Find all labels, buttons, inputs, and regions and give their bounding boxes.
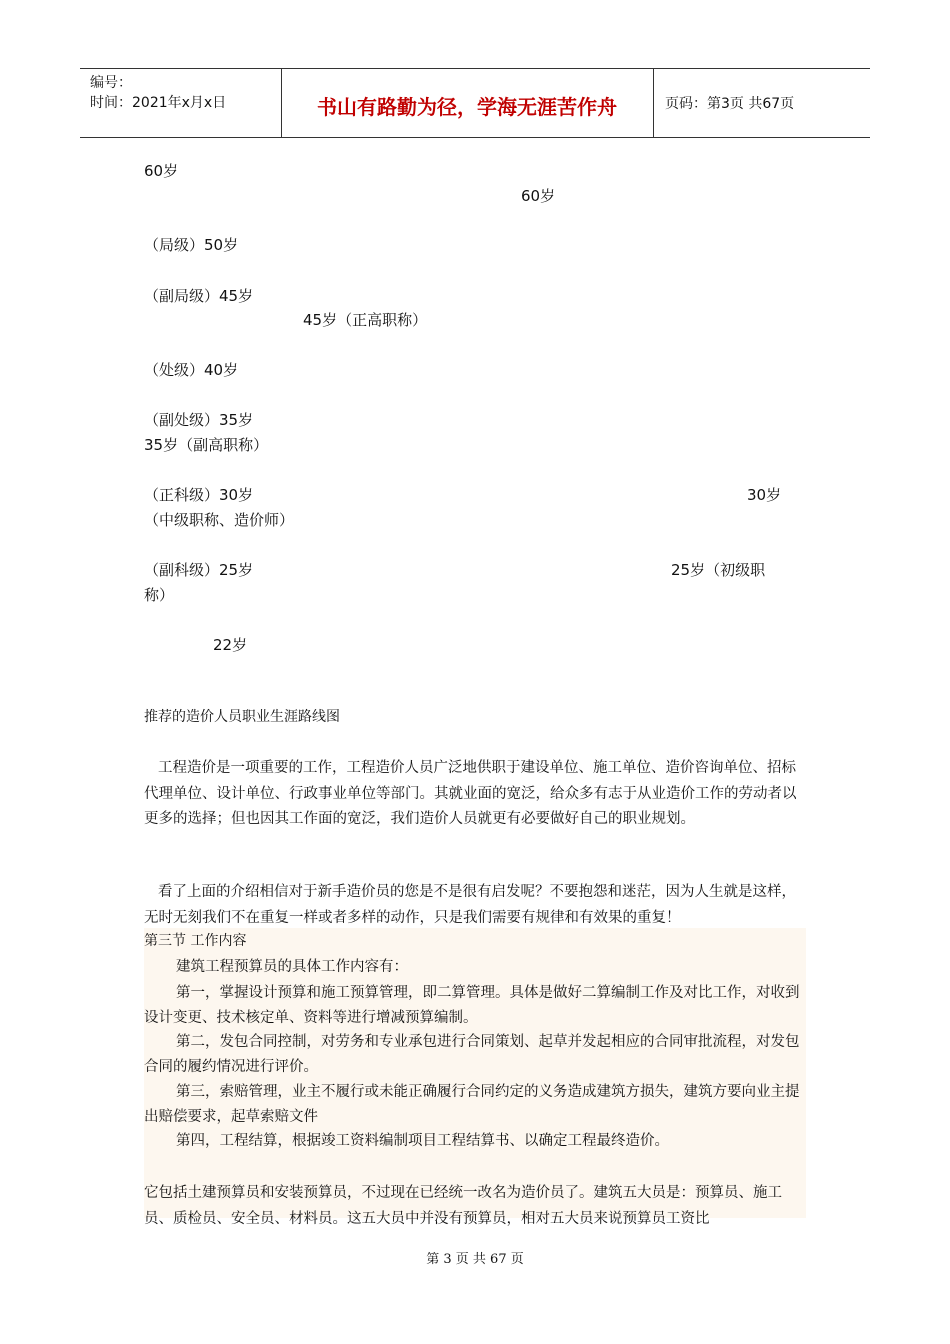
career-label: 60岁 (144, 162, 179, 180)
date-label: 时间：2021年x月x日 (90, 95, 227, 111)
career-label: （局级）50岁 (144, 236, 239, 254)
paragraph: 第二，发包合同控制，对劳务和专业承包进行合同策划、起草并发起相应的合同审批流程，对发包合同的履约情况进行评价。 (144, 1034, 800, 1075)
header-motto: 书山有路勤为径，学海无涯苦作舟 (317, 95, 617, 119)
paragraph: 第一，掌握设计预算和施工预算管理，即二算管理。具体是做好二算编制工作及对比工作，对收到设计变更、技术核定单、资料等进行增减预算编制。 (144, 985, 800, 1026)
page-header (80, 68, 870, 138)
career-label: （正科级）30岁 (144, 486, 254, 504)
paragraph: 第四，工程结算，根据竣工资料编制项目工程结算书、以确定工程最终造价。 (176, 1133, 669, 1149)
header-meta (90, 73, 226, 113)
paragraph: 看了上面的介绍相信对于新手造价员的您是不是很有启发呢？不要抱怨和迷茫，因为人生就是这样，无时无刻我们不在重复一样或者多样的动作，只是我们需要有规律和有效果的重复！ (144, 884, 796, 926)
career-label: （副科级）25岁 (144, 561, 254, 579)
serial-label: 编号： (90, 75, 132, 91)
header-divider (653, 69, 654, 137)
section-title: 第三节 工作内容 (144, 933, 247, 949)
page-footer: 第 3 页 共 67 页 (426, 1252, 524, 1267)
paragraph: 工程造价是一项重要的工作，工程造价人员广泛地供职于建设单位、施工单位、造价咨询单位、招标代理单位、设计单位、行政事业单位等部门。其就业面的宽泛，给众多有志于从业造价工作的劳动者以更多的选择；但也因其工作面的宽泛，我们造价人员就更有必要做好自己的职业规划。 (144, 760, 797, 827)
career-label: 称） (144, 586, 175, 604)
career-label: 35岁（副高职称） (144, 436, 269, 454)
career-label: （副处级）35岁 (144, 411, 254, 429)
paragraph: 第三，索赔管理，业主不履行或未能正确履行合同约定的义务造成建筑方损失，建筑方要向业主提出赔偿要求，起草索赔文件 (144, 1084, 800, 1125)
figure-caption: 推荐的造价人员职业生涯路线图 (144, 709, 340, 725)
career-label: 22岁 (213, 636, 248, 654)
paragraph: 建筑工程预算员的具体工作内容有： (176, 959, 408, 975)
career-label: 30岁 (747, 486, 782, 504)
career-label: 45岁（正高职称） (303, 311, 428, 329)
career-label: （副局级）45岁 (144, 287, 254, 305)
paragraph: 它包括土建预算员和安装预算员，不过现在已经统一改名为造价员了。建筑五大员是：预算员、施工员、质检员、安全员、材料员。这五大员中并没有预算员，相对五大员来说预算员工资比 (144, 1185, 782, 1227)
career-label: 60岁 (521, 187, 556, 205)
header-page-label: 页码：第3页 共67页 (665, 96, 795, 112)
career-label: （中级职称、造价师） (144, 511, 295, 529)
career-label: 25岁（初级职 (671, 561, 766, 579)
career-label: （处级）40岁 (144, 361, 239, 379)
